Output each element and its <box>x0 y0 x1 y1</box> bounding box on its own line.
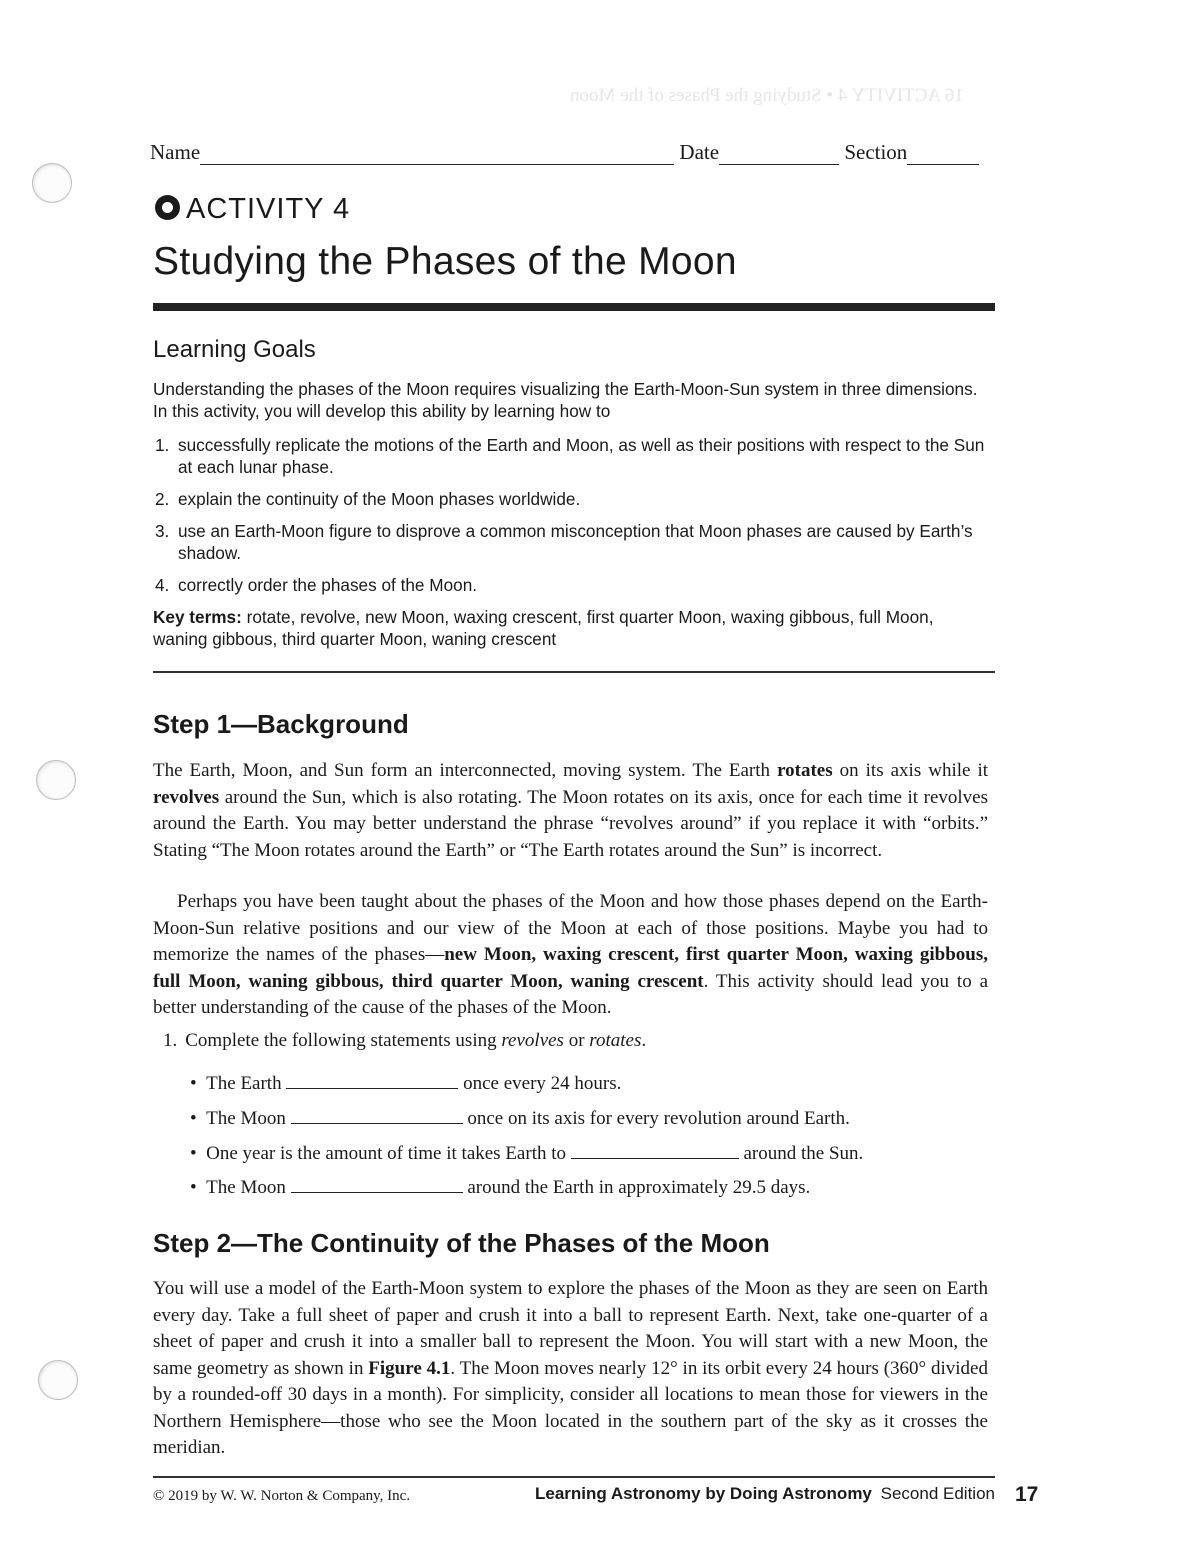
page-title: Studying the Phases of the Moon <box>153 240 737 283</box>
goal-number: 1. <box>155 435 170 455</box>
goal-item-1 <box>155 434 995 478</box>
book-edition: Second Edition <box>880 1484 995 1503</box>
figure-reference: Figure 4.1 <box>368 1357 451 1379</box>
date-field[interactable] <box>719 142 839 165</box>
binder-hole-top <box>32 163 72 203</box>
goal-text: successfully replicate the motions of the Earth and Moon, as well as their positions with respect to the Sun at each lunar phase. <box>178 435 985 477</box>
question-text: . <box>641 1030 647 1051</box>
section-label: Section <box>844 140 908 164</box>
key-terms-list: rotate, revolve, new Moon, waxing crescent, first quarter Moon, waxing gibbous, full Moon, waning gibbous, third quarter Moon, waning crescent <box>153 607 934 649</box>
statement-text: around the Sun. <box>743 1143 864 1164</box>
p2-text: Perhaps you have been taught about the phases of the Moon and how those phases depend on the Earth-Moon-Sun relative positions and our view of the Moon at each of those positions. Maybe you had to memorize the names of the phases— <box>153 891 988 965</box>
statement-2 <box>190 1108 850 1130</box>
question-1 <box>163 1030 646 1052</box>
question-text: Complete the following statements using <box>185 1030 502 1051</box>
p1-text: The Earth, Moon, and Sun form an interconnected, moving system. The Earth <box>153 760 778 781</box>
question-text: or <box>563 1030 590 1051</box>
date-label: Date <box>679 140 720 164</box>
footer-book-info <box>535 1484 995 1504</box>
step2-heading: Step 2—The Continuity of the Phases of the Moon <box>153 1228 770 1258</box>
bleed-through-header: 16 ACTIVITY 4 • Studying the Phases of the Moon <box>570 85 964 106</box>
copyright: © 2019 by W. W. Norton & Company, Inc. <box>153 1488 411 1504</box>
key-terms <box>153 606 983 650</box>
page-footer <box>153 1484 995 1510</box>
bullet-icon: • <box>190 1108 207 1129</box>
name-field[interactable] <box>200 142 674 165</box>
goal-item-2 <box>155 488 995 510</box>
p1-text: around the Sun, which is also rotating. The Moon rotates on its axis, once for each time it revolves around the Earth. You may better understand the phrase “revolves around” if you replace it with “orbits.” Stating “The Moon rotates around the Earth” or “The Earth rotates around the Sun” is incorrect. <box>153 786 988 861</box>
statement-text: once on its axis for every revolution around Earth. <box>467 1108 850 1129</box>
phase-names: new Moon, waxing crescent, first quarter Moon, waxing gibbous, full Moon, waning gibbous, third quarter Moon, waning crescent <box>153 944 988 992</box>
word-rotates: rotates <box>589 1030 642 1051</box>
name-label: Name <box>150 140 201 164</box>
goal-number: 3. <box>155 521 170 541</box>
page-number: 17 <box>1015 1483 1039 1506</box>
binder-hole-middle <box>36 760 76 800</box>
step1-heading: Step 1—Background <box>153 709 409 739</box>
step2-paragraph-1 <box>153 1276 988 1462</box>
bullet-icon: • <box>190 1177 207 1198</box>
bullet-icon: • <box>190 1073 207 1094</box>
book-title: Learning Astronomy by Doing Astronomy <box>535 1484 872 1503</box>
answer-blank-2[interactable] <box>291 1109 463 1124</box>
goal-text: correctly order the phases of the Moon. <box>178 575 478 595</box>
p2-text: . This activity should lead you to a better understanding of the cause of the phases of the Moon. <box>153 970 989 1018</box>
step1-paragraph-1 <box>153 758 988 864</box>
step2-text: You will use a model of the Earth-Moon system to explore the phases of the Moon as they are seen on Earth every day. Take a full sheet of paper and crush it into a ball to represent Earth. Next, take one-quarter of a sheet of paper and crush it into a smaller ball to represent the Moon. You will start with a new Moon, the same geometry as shown in <box>153 1278 988 1379</box>
step1-paragraph-2 <box>153 889 988 1022</box>
section-field[interactable] <box>907 142 979 165</box>
learning-goals-intro: Understanding the phases of the Moon requires visualizing the Earth-Moon-Sun system in three dimensions. In this activity, you will develop this ability by learning how to <box>153 379 978 421</box>
statement-4 <box>190 1177 810 1199</box>
statement-3 <box>190 1143 863 1165</box>
activity-label-row <box>155 193 350 227</box>
statement-text: The Earth <box>206 1073 282 1094</box>
statement-text: The Moon <box>206 1177 286 1198</box>
goal-text: use an Earth-Moon figure to disprove a common misconception that Moon phases are caused by Earth’s shadow. <box>178 521 973 563</box>
key-terms-label: Key terms: <box>153 607 242 627</box>
statement-1 <box>190 1073 621 1095</box>
answer-blank-3[interactable] <box>571 1144 739 1159</box>
goal-number: 2. <box>155 489 170 509</box>
footer-divider <box>153 1476 995 1478</box>
statement-text: One year is the amount of time it takes Earth to <box>206 1143 566 1164</box>
goal-item-3 <box>155 520 995 564</box>
goal-number: 4. <box>155 575 170 595</box>
student-info-line <box>150 140 995 168</box>
step2-text: . The Moon moves nearly 12° in its orbit every 24 hours (360° divided by a rounded-off 30 days in a month). For simplicity, consider all locations to mean those for viewers in the Northern Hemisphere—those who see the Moon located in the southern part of the sky as it crosses the meridian. <box>153 1357 988 1458</box>
goals-divider <box>153 671 995 673</box>
answer-blank-1[interactable] <box>286 1074 458 1089</box>
statement-text: around the Earth in approximately 29.5 days. <box>467 1177 811 1198</box>
word-revolves: revolves <box>501 1030 564 1051</box>
p1-text: on its axis while it <box>832 760 989 781</box>
activity-circle-icon <box>155 195 180 220</box>
statement-text: The Moon <box>206 1108 286 1129</box>
answer-blank-4[interactable] <box>291 1178 463 1193</box>
goal-item-4 <box>155 574 995 596</box>
binder-hole-bottom <box>38 1360 78 1400</box>
bullet-icon: • <box>190 1143 207 1164</box>
term-revolves: revolves <box>153 786 220 808</box>
learning-goals-heading: Learning Goals <box>153 336 316 363</box>
title-divider <box>153 303 995 311</box>
goal-text: explain the continuity of the Moon phases worldwide. <box>178 489 581 509</box>
statement-text: once every 24 hours. <box>463 1073 622 1094</box>
activity-label: ACTIVITY 4 <box>186 193 351 225</box>
term-rotates: rotates <box>777 760 833 781</box>
question-number: 1. <box>163 1030 178 1051</box>
